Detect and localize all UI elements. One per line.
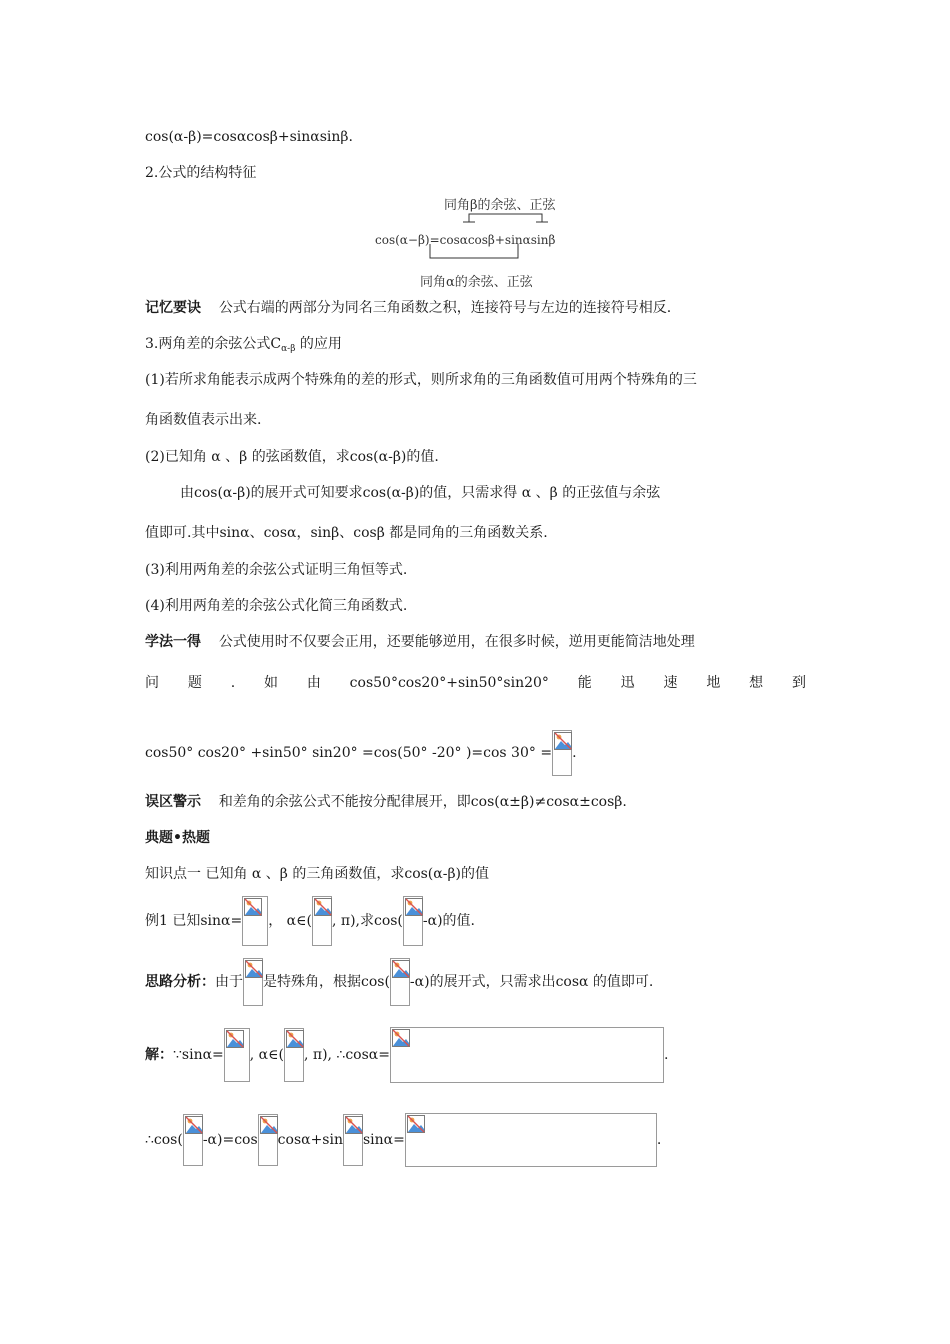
word: 地: [706, 675, 721, 691]
example-1: [145, 896, 475, 946]
solution-text: -α)=cos: [202, 1132, 258, 1148]
solution-text: ∴cos(: [145, 1132, 183, 1148]
diagram-formula: cos(α−β)=cosαcosβ+sinαsinβ: [375, 233, 556, 247]
period: .: [572, 745, 577, 761]
study-tip-label: 学法一得: [145, 634, 201, 650]
word: 能: [577, 675, 592, 691]
example-text: -α)的值.: [422, 913, 476, 929]
paragraph-line: (3)利用两角差的余弦公式证明三角恒等式.: [145, 562, 408, 578]
pitfall-warning: [145, 792, 627, 812]
equation-text: cos50° cos20° +sin50° sin20° =cos(50° -20° )=cos 30° =: [145, 745, 553, 761]
pitfall-text: 和差角的余弦公式不能按分配律展开，即cos(α±β)≠cosα±cosβ.: [218, 794, 627, 810]
section-heading-3: [145, 334, 342, 359]
word: 速: [663, 675, 678, 691]
memory-tip-text: 公式右端的两部分为同名三角函数之积，连接符号与左边的连接符号相反.: [218, 300, 672, 316]
broken-image-icon: [392, 960, 410, 978]
word: 想: [749, 675, 764, 691]
subscript: α-β: [281, 344, 296, 354]
formula-image-placeholder: [390, 958, 410, 1006]
solution-idea-text: -α)的展开式，只需求出cosα 的值即可.: [409, 974, 654, 990]
study-tip-text: 公式使用时不仅要会正用，还要能够逆用，在很多时候，逆用更能简洁地处理: [218, 634, 695, 650]
broken-image-icon: [345, 1116, 363, 1134]
solution-idea-label: 思路分析：: [145, 974, 215, 990]
solution-idea-text: 由于: [215, 974, 243, 990]
formula-image-placeholder-wide: [390, 1027, 664, 1083]
example-equation-line: [145, 730, 577, 776]
pitfall-label: 误区警示: [145, 794, 201, 810]
formula-image-placeholder-wide: [405, 1113, 657, 1167]
formula-image-placeholder: [183, 1114, 203, 1166]
formula-image-placeholder: [343, 1114, 363, 1166]
paragraph-line: 角函数值表示出来.: [145, 412, 262, 428]
broken-image-icon: [314, 898, 332, 916]
word: 由: [306, 675, 321, 691]
word: 如: [263, 675, 278, 691]
section-heading-3-text: 3.两角差的余弦公式C: [145, 336, 282, 352]
broken-image-icon: [554, 732, 572, 750]
period: .: [663, 1047, 669, 1063]
memory-tip: [145, 298, 671, 318]
broken-image-icon: [407, 1115, 425, 1133]
solution-text: ∵sinα=: [173, 1047, 224, 1063]
diagram-bottom-label: 同角α的余弦、正弦: [420, 275, 533, 290]
solution-text: , π), ∴cosα=: [303, 1047, 390, 1063]
broken-image-icon: [245, 960, 263, 978]
paragraph-line: 值即可.其中sinα、cosα，sinβ、cosβ 都是同角的三角函数关系.: [145, 525, 548, 541]
paragraph-line: (2)已知角 α 、β 的弦函数值，求cos(α-β)的值.: [145, 449, 439, 465]
diagram-top-label: 同角β的余弦、正弦: [444, 198, 556, 213]
example-text: 例1 已知sinα=: [145, 913, 243, 929]
solution-label: 解：: [145, 1047, 173, 1063]
solution-text: cosα+sin: [277, 1132, 343, 1148]
broken-image-icon: [405, 898, 423, 916]
justified-line: [145, 673, 806, 693]
formula-image-placeholder: [258, 1114, 278, 1166]
solution-step-1: [145, 1027, 668, 1083]
solution-idea-text: 是特殊角，根据cos(: [263, 974, 390, 990]
broken-image-icon: [260, 1116, 278, 1134]
word: 迅: [620, 675, 635, 691]
formula-image-placeholder: [312, 896, 332, 946]
formula-structure-diagram: [370, 192, 590, 292]
formula-image-placeholder: [284, 1028, 304, 1082]
memory-tip-label: 记忆要诀: [145, 300, 201, 316]
word: 问: [145, 675, 159, 691]
formula-image-placeholder: [242, 896, 268, 946]
paragraph-line: 由cos(α-β)的展开式可知要求cos(α-β)的值，只需求得 α 、β 的正弦值与余弦: [180, 485, 661, 501]
section-heading-2: 2.公式的结构特征: [145, 165, 257, 181]
word: 题: [187, 675, 202, 691]
formula-image-placeholder: [552, 730, 572, 776]
formula-image-placeholder: [224, 1028, 250, 1082]
solution-step-2: [145, 1113, 661, 1167]
broken-image-icon: [185, 1116, 203, 1134]
section-heading-3-tail: 的应用: [299, 336, 342, 352]
broken-image-icon: [286, 1030, 304, 1048]
period: .: [656, 1132, 662, 1148]
typical-problems-heading: 典题•热题: [145, 830, 210, 846]
broken-image-icon: [244, 898, 262, 916]
paragraph-line: (1)若所求角能表示成两个特殊角的差的形式，则所求角的三角函数值可用两个特殊角的三: [145, 372, 697, 388]
word: 到: [792, 675, 806, 691]
example-text: ， α∈(: [268, 913, 312, 929]
formula-line: cos(α-β)=cosαcosβ+sinαsinβ.: [145, 129, 353, 145]
solution-idea: [145, 958, 653, 1006]
paragraph-line: (4)利用两角差的余弦公式化简三角函数式.: [145, 598, 408, 614]
knowledge-point-heading: 知识点一 已知角 α 、β 的三角函数值，求cos(α-β)的值: [145, 866, 490, 882]
example-text: , π),求cos(: [331, 913, 403, 929]
formula-image-placeholder: [403, 896, 423, 946]
word: cos50°cos20°+sin50°sin20°: [349, 675, 549, 691]
broken-image-icon: [392, 1029, 410, 1047]
solution-text: , α∈(: [249, 1047, 284, 1063]
study-tip: [145, 632, 695, 652]
solution-text: sinα=: [363, 1132, 405, 1148]
formula-image-placeholder: [243, 958, 263, 1006]
word: .: [230, 675, 236, 691]
broken-image-icon: [226, 1030, 244, 1048]
